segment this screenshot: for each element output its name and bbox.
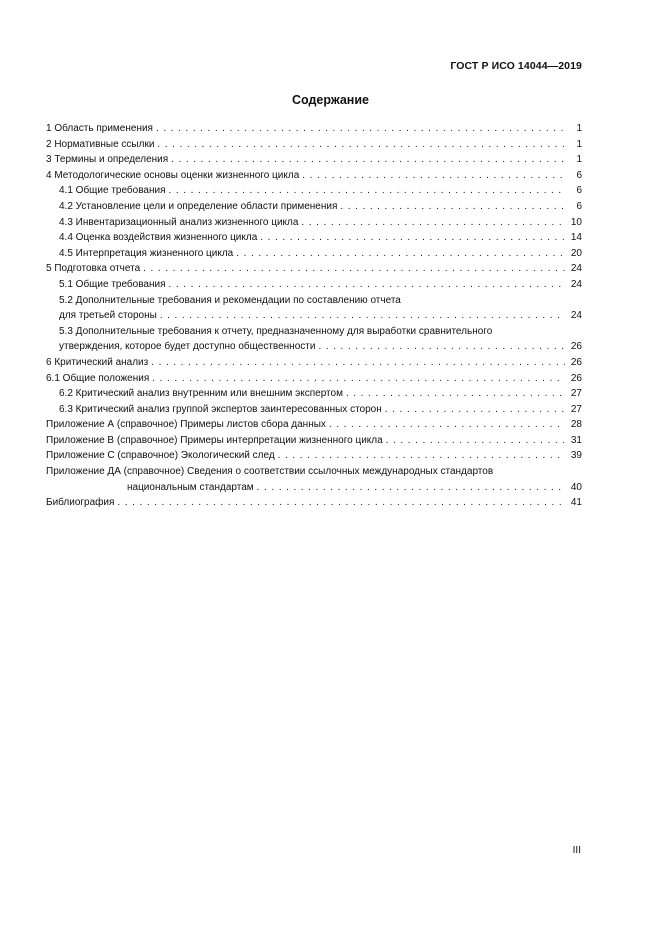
toc-entry[interactable]: [46, 230, 582, 246]
toc-entry[interactable]: [46, 433, 582, 449]
dot-leader: [302, 168, 565, 184]
toc-entry-title: 2 Нормативные ссылки: [46, 138, 155, 150]
dot-leader: [143, 261, 565, 277]
toc-entry[interactable]: [46, 402, 582, 418]
dot-leader: [340, 199, 565, 215]
toc-entry-title: Приложение С (справочное) Экологический след: [46, 450, 275, 462]
dot-leader: [169, 183, 565, 199]
toc-entry-page: 28: [570, 419, 582, 431]
toc-entry-title: 6.1 Общие положения: [46, 372, 150, 384]
toc-entry-page: 24: [570, 263, 582, 275]
toc-entry-page: 14: [570, 232, 582, 244]
toc-entry[interactable]: [46, 137, 582, 153]
toc-entry-title: 1 Область применения: [46, 123, 153, 134]
dot-leader: [257, 480, 565, 496]
toc-entry[interactable]: [46, 495, 582, 511]
dot-leader: [301, 215, 565, 231]
toc-entry[interactable]: [46, 448, 582, 464]
toc-entry-title: утверждения, которое будет доступно общественности: [59, 341, 316, 353]
table-of-contents: [46, 121, 582, 511]
toc-entry[interactable]: [46, 246, 582, 262]
toc-entry-title: 4.2 Установление цели и определение области применения: [59, 200, 338, 212]
toc-entry-page: 1: [576, 138, 582, 150]
toc-entry[interactable]: [46, 168, 582, 184]
page-number: III: [572, 845, 581, 856]
toc-entry[interactable]: [46, 152, 582, 168]
dot-leader: [151, 355, 565, 371]
toc-entry-page: 20: [570, 247, 582, 259]
toc-entry-title: Библиография: [46, 497, 115, 509]
toc-entry[interactable]: [46, 183, 582, 199]
toc-entry[interactable]: [46, 417, 582, 433]
dot-leader: [329, 417, 565, 433]
dot-leader: [156, 121, 565, 137]
toc-entry-page: 24: [570, 310, 582, 322]
page-title: Содержание: [291, 93, 369, 107]
toc-entry-page: 26: [570, 372, 582, 384]
toc-entry-page: 6: [576, 200, 582, 212]
document-header: ГОСТ Р ИСО 14044—2019: [450, 60, 582, 72]
toc-entry-page: 27: [570, 403, 582, 415]
toc-entry[interactable]: [46, 215, 582, 231]
toc-entry-title: 5.1 Общие требования: [59, 278, 166, 290]
toc-entry-title: 5.3 Дополнительные требования к отчету, предназначенному для выработки сравнительного: [59, 325, 493, 337]
toc-entry-title: 3 Термины и определения: [46, 154, 169, 166]
dot-leader: [152, 371, 565, 387]
toc-entry-page: 41: [570, 497, 582, 509]
toc-entry-title: Приложение А (справочное) Примеры листов сбора данных: [46, 419, 326, 431]
dot-leader: [157, 137, 565, 153]
dot-leader: [171, 152, 565, 168]
dot-leader: [386, 433, 565, 449]
dot-leader: [117, 495, 565, 511]
toc-entry-page: 40: [570, 481, 582, 493]
toc-entry[interactable]: [46, 199, 582, 215]
dot-leader: [278, 448, 565, 464]
toc-entry-page: 26: [570, 341, 582, 353]
dot-leader: [236, 246, 565, 262]
toc-entry-title: 5 Подготовка отчета: [46, 263, 141, 275]
toc-entry-page: 10: [570, 216, 582, 228]
toc-entry[interactable]: [46, 386, 582, 402]
dot-leader: [385, 402, 565, 418]
dot-leader: [346, 386, 565, 402]
toc-entry-title: 4.1 Общие требования: [59, 185, 166, 197]
dot-leader: [260, 230, 565, 246]
toc-entry[interactable]: [46, 324, 582, 355]
toc-entry-title: Приложение В (справочное) Примеры интерпретации жизненного цикла: [46, 434, 383, 446]
toc-entry-title: 5.2 Дополнительные требования и рекомендации по составлению отчета: [59, 294, 401, 306]
toc-entry[interactable]: [46, 121, 582, 137]
toc-entry-page: 26: [570, 356, 582, 368]
toc-entry-title: национальным стандартам: [127, 481, 254, 493]
toc-entry-title: 6.3 Критический анализ группой экспертов заинтересованных сторон: [59, 403, 382, 415]
toc-entry-title: 4.3 Инвентаризационный анализ жизненного цикла: [59, 216, 299, 228]
toc-entry-page: 1: [576, 123, 582, 134]
toc-entry[interactable]: [46, 293, 582, 324]
toc-entry-page: 6: [576, 169, 582, 181]
toc-entry-title: 6 Критический анализ: [46, 356, 149, 368]
toc-entry-page: 24: [570, 278, 582, 290]
toc-entry[interactable]: [46, 371, 582, 387]
toc-entry-page: 1: [576, 154, 582, 166]
toc-entry-title: 6.2 Критический анализ внутренним или внешним экспертом: [59, 388, 343, 400]
toc-entry[interactable]: [46, 261, 582, 277]
toc-entry-page: 31: [570, 434, 582, 446]
toc-entry-page: 6: [576, 185, 582, 197]
toc-entry-title: для третьей стороны: [59, 310, 157, 322]
toc-entry[interactable]: [46, 464, 582, 495]
toc-entry-page: 27: [570, 388, 582, 400]
toc-entry-title: 4 Методологические основы оценки жизненного цикла: [46, 169, 300, 181]
toc-entry[interactable]: [46, 277, 582, 293]
toc-entry-title: 4.5 Интерпретация жизненного цикла: [59, 247, 234, 259]
toc-entry[interactable]: [46, 355, 582, 371]
dot-leader: [169, 277, 565, 293]
dot-leader: [318, 339, 565, 355]
dot-leader: [160, 308, 565, 324]
toc-entry-page: 39: [570, 450, 582, 462]
toc-entry-title: Приложение ДА (справочное) Сведения о соответствии ссылочных международных стандартов: [46, 466, 494, 478]
toc-entry-title: 4.4 Оценка воздействия жизненного цикла: [59, 232, 258, 244]
